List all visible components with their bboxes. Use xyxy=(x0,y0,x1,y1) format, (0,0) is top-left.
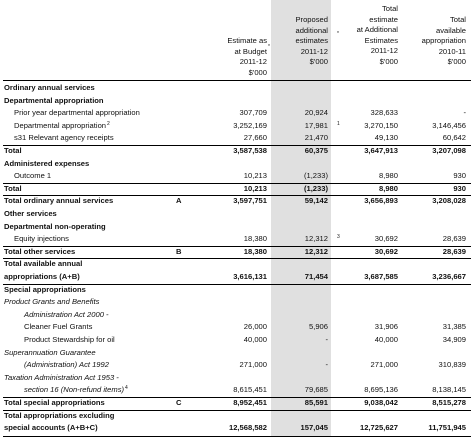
total-rule xyxy=(3,246,471,247)
table-row xyxy=(0,309,474,321)
row-label: Departmental non-operating xyxy=(4,221,106,231)
header-col1-line: Estimate as xyxy=(227,36,267,45)
header-col2-line: $'000 xyxy=(309,57,328,66)
row-label: Departmental appropriation xyxy=(14,120,107,130)
table-row xyxy=(0,233,474,245)
row-value-col3: 12,725,627 xyxy=(359,423,398,433)
header-col4-line: Total xyxy=(449,15,466,24)
header-col4-line: 2010-11 xyxy=(438,46,466,56)
row-value-col4: 60,642 xyxy=(442,133,466,143)
row-value-col1: 3,252,169 xyxy=(233,120,267,130)
row-value-col2: 21,470 xyxy=(304,133,328,143)
header-col1-line: 2011-12 xyxy=(239,57,267,66)
table-row xyxy=(0,296,474,308)
row-label: Total ordinary annual services xyxy=(4,196,114,206)
row-label: appropriations (A+B) xyxy=(4,272,80,281)
row-value-col4: 31,385 xyxy=(442,322,466,332)
header-col2-line: 2011-12 xyxy=(300,46,328,56)
row-value-col3: 3,270,150 xyxy=(364,120,398,130)
header-col1-note: * xyxy=(268,44,270,50)
row-value-col2: 17,981 xyxy=(304,120,328,130)
table-row xyxy=(0,410,474,422)
row-value-col4: 28,639 xyxy=(442,234,466,244)
row-value-col4: 8,138,145 xyxy=(432,385,466,395)
row-key-letter: C xyxy=(176,398,182,407)
row-key-letter: A xyxy=(176,196,182,206)
total-rule xyxy=(3,258,471,259)
header-col2-line: estimates xyxy=(295,36,328,45)
table-row xyxy=(0,271,474,283)
total-rule xyxy=(3,284,471,285)
row-label: Product Stewardship for oil xyxy=(24,335,115,344)
total-rule xyxy=(3,183,471,184)
row-value-col1: 8,952,451 xyxy=(233,398,267,407)
table-row xyxy=(0,120,474,132)
header-col4-line: appropriation xyxy=(421,36,466,45)
table-row xyxy=(0,397,474,409)
row-value-col1: 18,380 xyxy=(243,246,267,256)
row-label: s31 Relevant agency receipts xyxy=(14,133,114,143)
row-value-col3: 31,906 xyxy=(374,322,398,332)
row-value-col3: 3,656,893 xyxy=(364,196,398,206)
table-row xyxy=(0,422,474,434)
row-value-col3: 30,692 xyxy=(374,234,398,244)
row-value-col3: 3,687,585 xyxy=(364,272,398,281)
row-value-col3: 9,038,042 xyxy=(364,398,398,407)
row-value-col2: 85,591 xyxy=(304,398,328,407)
row-value-col1: 3,587,538 xyxy=(233,146,267,155)
row-label: Ordinary annual services xyxy=(4,83,95,92)
header-col4-line: $'000 xyxy=(447,57,466,66)
row-value-col4: 3,146,456 xyxy=(432,120,466,130)
table-row xyxy=(0,183,474,195)
row-value-col1: 10,213 xyxy=(243,171,267,181)
row-label: (Administration) Act 1992 xyxy=(24,360,109,370)
row-label: Superannuation Guarantee xyxy=(4,347,96,357)
row-value-col1: 8,615,451 xyxy=(233,385,267,395)
row-value-col4: 8,515,278 xyxy=(432,398,466,407)
row-footnote-marker: 1 xyxy=(337,120,340,127)
row-label: Total special appropriations xyxy=(4,398,105,407)
row-value-col3: 328,633 xyxy=(370,108,398,118)
table-row xyxy=(0,221,474,233)
row-value-col2: 59,142 xyxy=(304,196,328,206)
row-value-col4: 3,207,098 xyxy=(432,146,466,155)
row-value-col4: 3,236,667 xyxy=(432,272,466,281)
row-value-col1: 271,000 xyxy=(239,360,267,370)
row-label: Total xyxy=(4,146,22,155)
row-footnote-marker: 3 xyxy=(337,234,340,241)
table-row xyxy=(0,170,474,182)
row-label: Cleaner Fuel Grants xyxy=(24,322,93,332)
row-value-col4: 310,839 xyxy=(438,360,466,370)
row-value-col3: 49,130 xyxy=(374,133,398,143)
header-col2-line: additional xyxy=(295,25,328,35)
row-value-col2: (1,233) xyxy=(303,183,328,193)
table-row xyxy=(0,145,474,157)
row-label: Other services xyxy=(4,209,57,218)
header-col3-line: Total xyxy=(381,4,398,13)
header-proposed-additional-estimates xyxy=(295,15,328,68)
row-label-footnote: 4 xyxy=(125,385,128,392)
table-row xyxy=(0,158,474,170)
row-label: special accounts (A+B+C) xyxy=(4,423,98,433)
header-total-estimate xyxy=(357,4,398,67)
row-label: Product Grants and Benefits xyxy=(4,297,100,307)
row-value-col4: 930 xyxy=(453,183,466,193)
row-value-col2: - xyxy=(325,335,328,344)
row-value-col1: 12,568,582 xyxy=(228,423,267,433)
header-col1-line: $'000 xyxy=(248,67,267,77)
table-row xyxy=(0,347,474,359)
table-row xyxy=(0,334,474,346)
total-rule xyxy=(3,195,471,196)
row-value-col2: (1,233) xyxy=(303,171,328,181)
table-row xyxy=(0,359,474,371)
row-value-col1: 3,597,751 xyxy=(233,196,267,206)
row-label: Equity injections xyxy=(14,234,69,244)
row-value-col3: 271,000 xyxy=(370,360,398,370)
row-value-col2: 157,045 xyxy=(300,423,328,433)
row-label: Prior year departmental appropriation xyxy=(14,108,140,118)
row-label: Total xyxy=(4,183,22,193)
row-value-col2: 79,685 xyxy=(304,385,328,395)
row-value-col4: 34,909 xyxy=(442,335,466,344)
row-value-col1: 18,380 xyxy=(243,234,267,244)
row-label: Departmental appropriation xyxy=(4,95,104,105)
table-row xyxy=(0,195,474,207)
row-value-col2: - xyxy=(325,360,328,370)
row-label: Outcome 1 xyxy=(14,171,52,181)
row-label: Administered expenses xyxy=(4,158,90,168)
header-col3-line: Estimates xyxy=(364,35,398,45)
row-value-col2: 71,454 xyxy=(304,272,328,281)
row-key-letter: B xyxy=(176,246,182,256)
row-value-col1: 27,660 xyxy=(243,133,267,143)
row-value-col1: 307,709 xyxy=(239,108,267,118)
table-row xyxy=(0,321,474,333)
table-row xyxy=(0,82,474,94)
row-value-col1: 26,000 xyxy=(243,322,267,332)
table-row xyxy=(0,107,474,119)
row-value-col1: 3,616,131 xyxy=(233,272,267,281)
row-value-col2: 12,312 xyxy=(304,246,328,256)
table-row xyxy=(0,384,474,396)
table-row xyxy=(0,372,474,384)
header-col2-note: * xyxy=(337,31,339,37)
row-label: Special appropriations xyxy=(4,284,86,294)
header-col1-line: at Budget xyxy=(234,46,267,56)
row-label-footnote: 2 xyxy=(107,120,110,127)
row-value-col4: 3,208,028 xyxy=(432,196,466,206)
row-value-col3: 40,000 xyxy=(374,335,398,344)
row-label: section 16 (Non-refund items) xyxy=(24,385,125,395)
row-value-col1: 40,000 xyxy=(243,335,267,344)
total-rule xyxy=(3,410,471,411)
header-col4-line: available xyxy=(436,25,466,35)
row-value-col3: 8,980 xyxy=(378,171,398,181)
row-label: Total other services xyxy=(4,246,76,256)
row-value-col3: 8,980 xyxy=(378,183,398,193)
row-value-col2: 12,312 xyxy=(304,234,328,244)
row-value-col4: 11,751,945 xyxy=(428,423,466,433)
row-value-col2: 60,375 xyxy=(304,146,328,155)
header-col3-line: $'000 xyxy=(379,56,398,66)
header-col3-line: at Additional xyxy=(356,25,398,34)
header-total-available xyxy=(422,15,466,68)
row-label: Administration Act 2000 - xyxy=(24,309,109,319)
table-row xyxy=(0,284,474,296)
row-value-col3: 8,695,136 xyxy=(364,385,398,395)
header-rule xyxy=(3,80,471,81)
row-label: Taxation Administration Act 1953 - xyxy=(4,372,119,382)
row-value-col1: 10,213 xyxy=(243,183,267,193)
table-row xyxy=(0,246,474,258)
table-row xyxy=(0,132,474,144)
total-rule xyxy=(3,397,471,398)
header-col2-line: Proposed xyxy=(295,15,328,24)
header-estimate-at-budget xyxy=(227,36,267,78)
row-label: Total available annual xyxy=(4,259,83,269)
table-row xyxy=(0,258,474,270)
row-value-col3: 3,647,913 xyxy=(364,146,398,155)
total-rule xyxy=(3,145,471,146)
row-label: Total appropriations excluding xyxy=(4,410,115,420)
table-row xyxy=(0,208,474,220)
row-value-col3: 30,692 xyxy=(374,246,398,256)
header-col3-line: 2011-12 xyxy=(370,46,398,55)
row-value-col4: - xyxy=(463,108,466,118)
row-value-col2: 5,906 xyxy=(308,322,328,332)
row-value-col4: 28,639 xyxy=(442,246,466,256)
header-col3-line: estimate xyxy=(369,14,398,24)
table-row xyxy=(0,95,474,107)
table-bottom-rule xyxy=(3,436,471,437)
row-value-col4: 930 xyxy=(453,171,466,181)
row-value-col2: 20,924 xyxy=(304,108,328,118)
